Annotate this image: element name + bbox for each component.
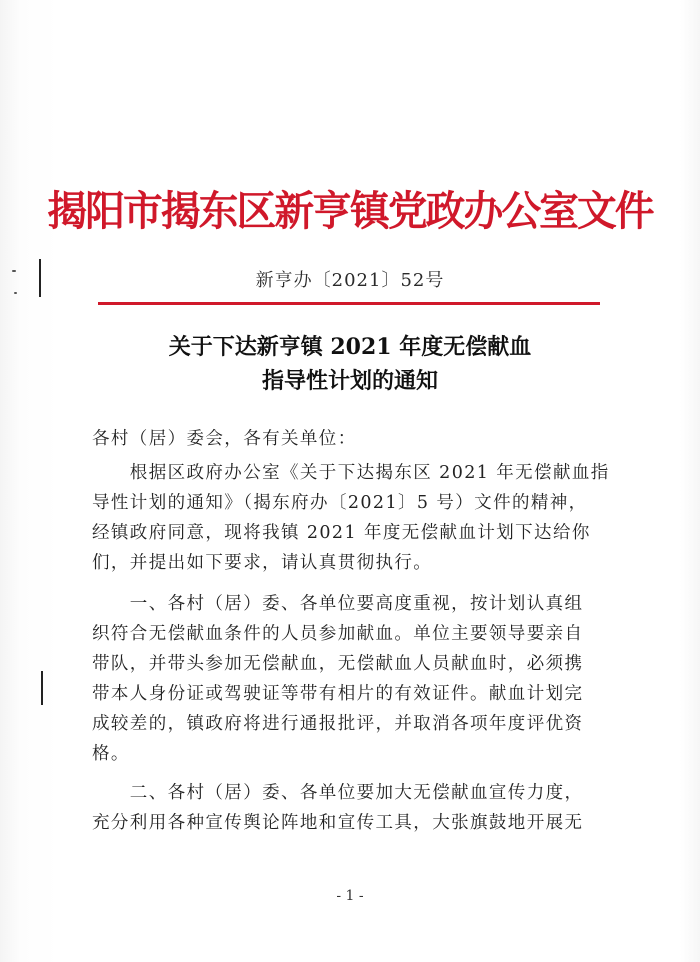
paragraph-line: 一、各村（居）委、各单位要高度重视，按计划认真组: [92, 594, 584, 614]
paragraph-3: [92, 778, 604, 838]
notice-title-line-2: 指导性计划的通知: [261, 368, 438, 394]
paragraph-1: [92, 458, 610, 578]
page-number: - 1 -: [336, 888, 364, 904]
notice-title-line-1: 关于下达新亨镇 2021 年度无偿献血: [168, 334, 532, 360]
paragraph-line: 根据区政府办公室《关于下达揭东区 2021 年无偿献血指: [92, 463, 610, 483]
paragraph-line: 二、各村（居）委、各单位要加大无偿献血宣传力度，: [92, 783, 584, 803]
paragraph-2: [92, 589, 604, 769]
salutation: [92, 424, 604, 454]
header-title: 揭阳市揭东区新亨镇党政办公室文件: [47, 187, 653, 235]
red-divider-line: [98, 302, 600, 305]
salutation-text: 各村（居）委会，各有关单位：: [92, 429, 357, 449]
document-number: 新亨办〔2021〕52号: [255, 270, 445, 291]
paragraph-line: 成较差的，镇政府将进行通报批评，并取消各项年度评优资: [92, 714, 584, 734]
paragraph-line: 格。: [92, 744, 130, 764]
paragraph-line: 织符合无偿献血条件的人员参加献血。单位主要领导要亲自: [92, 624, 584, 644]
paragraph-line: 们，并提出如下要求，请认真贯彻执行。: [92, 553, 433, 573]
binding-mark-bottom: [41, 671, 43, 705]
paragraph-line: 经镇政府同意，现将我镇 2021 年度无偿献血计划下达给你: [92, 523, 591, 543]
scan-speck: [14, 292, 17, 294]
paragraph-line: 充分利用各种宣传舆论阵地和宣传工具，大张旗鼓地开展无: [92, 813, 584, 833]
paragraph-line: 带本人身份证或驾驶证等带有相片的有效证件。献血计划完: [92, 684, 584, 704]
paragraph-line: 导性计划的通知》（揭东府办〔2021〕5 号）文件的精神，: [92, 493, 588, 513]
paragraph-line: 带队，并带头参加无偿献血，无偿献血人员献血时，必须携: [92, 654, 584, 674]
